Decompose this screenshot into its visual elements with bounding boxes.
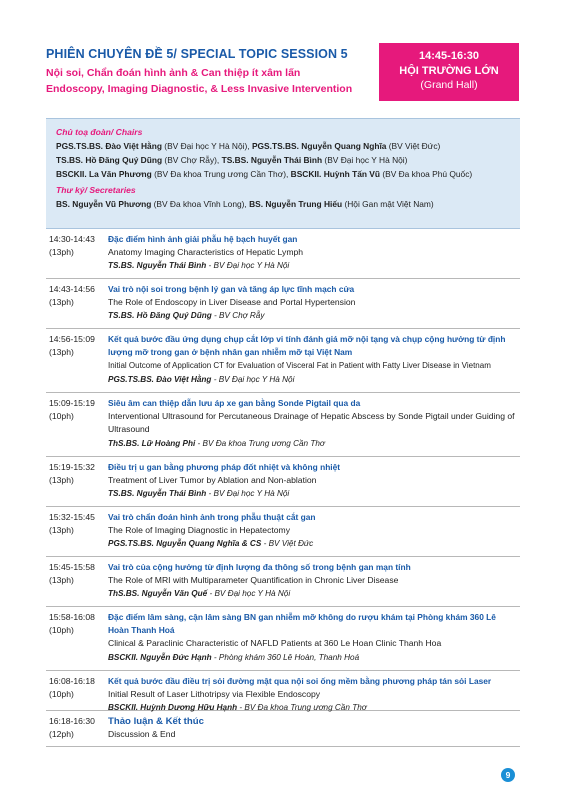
talk-title-en: Anatomy Imaging Characteristics of Hepatic Lymph bbox=[108, 247, 304, 258]
talk-title-en: The Role of MRI with Multiparameter Quantification in Chronic Liver Disease bbox=[108, 575, 399, 586]
duration: (13ph) bbox=[49, 575, 74, 585]
person-affiliation: (BV Việt Đức) bbox=[386, 141, 441, 151]
session-title: PHIÊN CHUYÊN ĐỀ 5/ SPECIAL TOPIC SESSION 5 bbox=[46, 47, 348, 61]
schedule-table bbox=[46, 229, 520, 747]
talk-details bbox=[108, 711, 520, 741]
time-range: 15:09-15:19 bbox=[49, 398, 95, 408]
talk-title-vi: Thảo luận & Kết thúc bbox=[108, 716, 204, 727]
person-affiliation: (BV Đa khoa Phú Quốc) bbox=[380, 169, 473, 179]
talk-title-vi: Điều trị u gan bằng phương pháp đốt nhiệt và không nhiệt bbox=[108, 462, 341, 472]
chair-line bbox=[56, 155, 510, 165]
session-subtitle-vi: Nội soi, Chẩn đoán hình ảnh & Can thiệp ít xâm lấn bbox=[46, 67, 301, 79]
row-time bbox=[49, 675, 107, 701]
speaker-name: BSCKII. Nguyễn Đức Hạnh bbox=[108, 652, 212, 662]
chair-line bbox=[56, 169, 510, 179]
speaker-name: ThS.BS. Nguyễn Văn Quế bbox=[108, 589, 208, 599]
talk-title-vi: Đặc điểm lâm sàng, cận lâm sàng BN gan nhiễm mỡ không do rượu khám tại Phòng khám 360 Lê Hoàn Thanh Hoá bbox=[108, 612, 496, 636]
schedule-row bbox=[46, 229, 520, 279]
speaker bbox=[108, 437, 516, 450]
time-range: 15:45-15:58 bbox=[49, 562, 95, 572]
talk-details bbox=[108, 507, 520, 551]
talk-details bbox=[108, 329, 520, 386]
schedule-row bbox=[46, 671, 520, 711]
chairs-list bbox=[56, 141, 510, 179]
speaker-name: TS.BS. Hồ Đăng Quý Dũng bbox=[108, 311, 212, 321]
talk-details bbox=[108, 457, 520, 501]
duration: (10ph) bbox=[49, 411, 74, 421]
speaker-affiliation: - BV Đa khoa Trung ương Cần Thơ bbox=[237, 703, 367, 713]
session-time-box bbox=[379, 43, 519, 101]
duration: (12ph) bbox=[49, 729, 74, 739]
talk-title-vi: Đặc điểm hình ảnh giải phẫu hệ bạch huyết gan bbox=[108, 234, 298, 244]
speaker bbox=[108, 487, 516, 500]
person-name: PGS.TS.BS. Đào Việt Hằng bbox=[56, 141, 162, 151]
row-time bbox=[49, 715, 107, 741]
talk-title-en: Treatment of Liver Tumor by Ablation and Non-ablation bbox=[108, 475, 317, 486]
row-time bbox=[49, 283, 107, 309]
person-name: PGS.TS.BS. Nguyễn Quang Nghĩa bbox=[251, 141, 387, 151]
speaker-affiliation: - Phòng khám 360 Lê Hoàn, Thanh Hoá bbox=[211, 652, 360, 662]
talk-title-vi: Kết quả bước đầu điều trị sỏi đường mật qua nội soi ống mềm bằng phương pháp tán sỏi Laser bbox=[108, 676, 492, 686]
time-range: 14:56-15:09 bbox=[49, 334, 95, 344]
talk-title-vi: Vai trò nội soi trong bệnh lý gan và tăng áp lực tĩnh mạch cửa bbox=[108, 284, 355, 294]
schedule-row bbox=[46, 457, 520, 507]
speaker-name: BSCKII. Huỳnh Dương Hữu Hạnh bbox=[108, 703, 238, 713]
talk-details bbox=[108, 557, 520, 601]
person-name: TS.BS. Nguyễn Thái Bình bbox=[221, 155, 323, 165]
time-range: 16:18-16:30 bbox=[49, 716, 95, 726]
person-affiliation: (Hội Gan mật Việt Nam) bbox=[342, 199, 434, 209]
secretary-line bbox=[56, 199, 510, 209]
session-hall: HỘI TRƯỜNG LỚN bbox=[399, 65, 499, 77]
chairs-label: Chủ toạ đoàn/ Chairs bbox=[56, 127, 143, 137]
speaker-name: TS.BS. Nguyễn Thái Bình bbox=[108, 489, 207, 499]
schedule-row bbox=[46, 279, 520, 329]
session-header bbox=[46, 47, 386, 95]
person-name: BS. Nguyễn Vũ Phương bbox=[56, 199, 152, 209]
person-name: TS.BS. Hồ Đăng Quý Dũng bbox=[56, 155, 163, 165]
talk-title-en: The Role of Imaging Diagnostic in Hepatectomy bbox=[108, 525, 290, 536]
schedule-row bbox=[46, 607, 520, 671]
talk-title-vi: Vai trò chẩn đoán hình ảnh trong phẫu thuật cắt gan bbox=[108, 512, 316, 522]
person-name: BSCKII. Huỳnh Tấn Vũ bbox=[290, 169, 380, 179]
speaker-affiliation: - BV Đại học Y Hà Nội bbox=[206, 261, 290, 271]
speaker-affiliation: - BV Đại học Y Hà Nội bbox=[206, 489, 290, 499]
talk-title-en: Clinical & Paraclinic Characteristic of NAFLD Patients at 360 Le Hoan Clinic Thanh Hoa bbox=[108, 638, 442, 649]
talk-title-vi: Siêu âm can thiệp dẫn lưu áp xe gan bằng Sonde Pigtail qua da bbox=[108, 398, 361, 408]
schedule-row bbox=[46, 711, 520, 747]
speaker-affiliation: - BV Đại học Y Hà Nội bbox=[211, 374, 295, 384]
schedule-row bbox=[46, 557, 520, 607]
time-range: 15:58-16:08 bbox=[49, 612, 95, 622]
talk-title-en: Initial Result of Laser Lithotripsy via Flexible Endoscopy bbox=[108, 689, 321, 700]
speaker bbox=[108, 259, 516, 272]
page-number: 9 bbox=[501, 768, 515, 782]
person-affiliation: (BV Đa khoa Vĩnh Long), bbox=[151, 199, 250, 209]
time-range: 16:08-16:18 bbox=[49, 676, 95, 686]
time-range: 14:30-14:43 bbox=[49, 234, 95, 244]
chairs-panel bbox=[46, 118, 520, 229]
talk-details bbox=[108, 393, 520, 450]
speaker-name: PGS.TS.BS. Đào Việt Hằng bbox=[108, 374, 212, 384]
schedule-row bbox=[46, 329, 520, 393]
row-time bbox=[49, 511, 107, 537]
speaker bbox=[108, 309, 516, 322]
chair-line bbox=[56, 141, 510, 151]
person-affiliation: (BV Chợ Rẫy), bbox=[162, 155, 222, 165]
schedule-row bbox=[46, 507, 520, 557]
time-range: 14:43-14:56 bbox=[49, 284, 95, 294]
row-time bbox=[49, 233, 107, 259]
duration: (13ph) bbox=[49, 475, 74, 485]
speaker bbox=[108, 587, 516, 600]
talk-details bbox=[108, 671, 520, 715]
speaker bbox=[108, 537, 516, 550]
speaker bbox=[108, 651, 516, 664]
duration: (13ph) bbox=[49, 297, 74, 307]
row-time bbox=[49, 397, 107, 423]
duration: (10ph) bbox=[49, 625, 74, 635]
talk-title-en: The Role of Endoscopy in Liver Disease and Portal Hypertension bbox=[108, 297, 356, 308]
person-name: BS. Nguyễn Trung Hiếu bbox=[249, 199, 343, 209]
talk-title-en: Interventional Ultrasound for Percutaneous Drainage of Hepatic Abscess by Sonde Pigtail under Guiding of Ultrasound bbox=[108, 411, 515, 435]
duration: (13ph) bbox=[49, 247, 74, 257]
row-time bbox=[49, 561, 107, 587]
row-time bbox=[49, 461, 107, 487]
person-name: BSCKII. La Văn Phương bbox=[56, 169, 152, 179]
talk-details bbox=[108, 229, 520, 273]
speaker-name: TS.BS. Nguyễn Thái Bình bbox=[108, 261, 207, 271]
talk-title-en: Discussion & End bbox=[108, 729, 176, 740]
talk-details bbox=[108, 607, 520, 664]
duration: (13ph) bbox=[49, 525, 74, 535]
speaker-name: ThS.BS. Lữ Hoàng Phi bbox=[108, 438, 196, 448]
secretaries-label: Thư ký/ Secretaries bbox=[56, 185, 136, 195]
time-range: 15:19-15:32 bbox=[49, 462, 95, 472]
duration: (13ph) bbox=[49, 347, 74, 357]
person-affiliation: (BV Đa khoa Trung ương Cần Thơ), bbox=[151, 169, 291, 179]
session-subtitle-en: Endoscopy, Imaging Diagnostic, & Less Invasive Intervention bbox=[46, 83, 353, 95]
person-affiliation: (BV Đại học Y Hà Nội), bbox=[161, 141, 252, 151]
speaker bbox=[108, 373, 516, 386]
talk-title-en: Initial Outcome of Application CT for Evaluation of Visceral Fat in Patient with Fatty Liver Disease in Vietnam bbox=[108, 361, 491, 371]
secretaries-list bbox=[56, 199, 510, 209]
time-range: 15:32-15:45 bbox=[49, 512, 95, 522]
speaker-affiliation: - BV Đại học Y Hà Nội bbox=[207, 589, 291, 599]
duration: (10ph) bbox=[49, 689, 74, 699]
speaker-affiliation: - BV Chợ Rẫy bbox=[211, 311, 265, 321]
row-time bbox=[49, 333, 107, 359]
session-hall-en: (Grand Hall) bbox=[420, 79, 478, 91]
person-affiliation: (BV Đại học Y Hà Nội) bbox=[322, 155, 408, 165]
talk-title-vi: Vai trò của cộng hưởng từ định lượng đa thông số trong bệnh gan mạn tính bbox=[108, 562, 411, 572]
row-time bbox=[49, 611, 107, 637]
talk-details bbox=[108, 279, 520, 323]
speaker-name: PGS.TS.BS. Nguyễn Quang Nghĩa & CS bbox=[108, 539, 262, 549]
schedule-row bbox=[46, 393, 520, 457]
speaker-affiliation: - BV Việt Đức bbox=[261, 539, 314, 549]
speaker-affiliation: - BV Đa khoa Trung ương Cần Thơ bbox=[195, 438, 325, 448]
session-time: 14:45-16:30 bbox=[419, 50, 479, 62]
talk-title-vi: Kết quả bước đầu ứng dụng chụp cắt lớp vi tính đánh giá mỡ nội tạng và chụp cộng hưởng từ định lượng mỡ trong gan ở bệnh nhân gan nhiễm mỡ tại Việt Nam bbox=[108, 334, 506, 358]
